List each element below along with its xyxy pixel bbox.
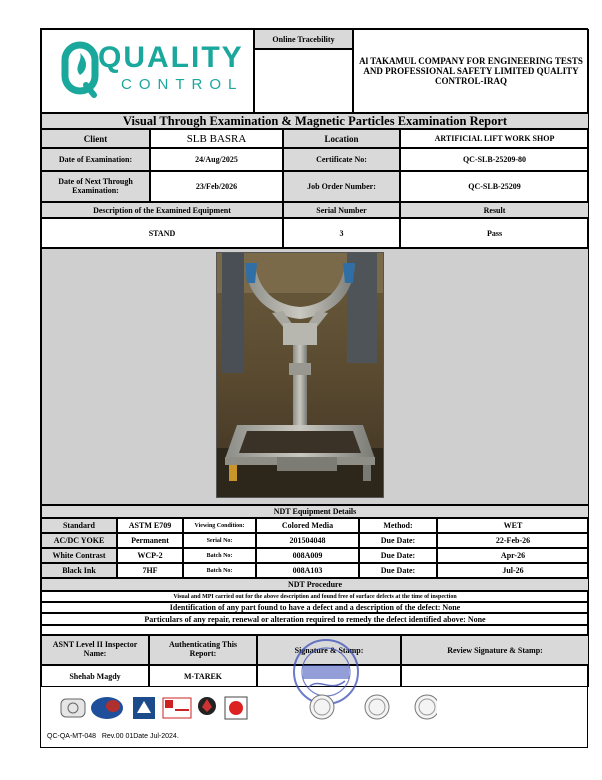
- spacer-row: [41, 625, 589, 635]
- ndt-r2-e: Due Date:: [359, 533, 437, 548]
- ndt-r3-f: Apr-26: [437, 548, 589, 563]
- certificate-label: Certificate No:: [283, 148, 400, 171]
- leea-logo-icon: [133, 697, 155, 719]
- ndt-r4-c: Batch No:: [183, 563, 256, 578]
- ndt-r1-a: Standard: [41, 518, 117, 533]
- date-exam-value: 24/Aug/2025: [150, 148, 283, 171]
- inspector-name: Shehab Magdy: [41, 665, 149, 687]
- ndt-title: NDT Equipment Details: [41, 505, 589, 518]
- ndt-r4-b: 7HF: [117, 563, 183, 578]
- iso-9001-icon: [310, 695, 334, 719]
- accreditation-logos: [57, 693, 437, 725]
- drops-logo-icon: [198, 697, 216, 715]
- authenticating-label: Authenticating This Report:: [149, 635, 257, 665]
- serial-header: Serial Number: [283, 202, 400, 218]
- ndt-r2-a: AC/DC YOKE: [41, 533, 117, 548]
- ndt-r2-b: Permanent: [117, 533, 183, 548]
- equipment-desc-header: Description of the Examined Equipment: [41, 202, 283, 218]
- api-badge-icon: [61, 699, 85, 717]
- location-value: ARTIFICIAL LIFT WORK SHOP: [400, 129, 589, 148]
- client-label: Client: [41, 129, 150, 148]
- location-label: Location: [283, 129, 400, 148]
- ndt-r1-f: WET: [437, 518, 589, 533]
- next-exam-label: Date of Next Through Examination:: [41, 171, 150, 202]
- client-value: SLB BASRA: [150, 129, 283, 148]
- signature-label: Signature & Stamp:: [257, 635, 401, 665]
- equipment-photo: [216, 252, 384, 498]
- ndt-r2-d: 201504048: [256, 533, 359, 548]
- ndt-r3-e: Due Date:: [359, 548, 437, 563]
- ndt-r4-a: Black Ink: [41, 563, 117, 578]
- ndt-r4-f: Jul-26: [437, 563, 589, 578]
- procedure-line-2: Identification of any part found to have a defect and a description of the defect: None: [41, 602, 589, 613]
- iso-14001-icon: [415, 695, 437, 719]
- ndt-r1-d: Colored Media: [256, 518, 359, 533]
- ndt-r4-e: Due Date:: [359, 563, 437, 578]
- date-exam-label: Date of Examination:: [41, 148, 150, 171]
- ndt-r1-b: ASTM E709: [117, 518, 183, 533]
- logo-word-control: CONTROL: [121, 76, 244, 93]
- accreditation-strip: [57, 693, 437, 725]
- ndt-r1-c: Viewing Condition:: [183, 518, 256, 533]
- job-order-label: Job Order Number:: [283, 171, 400, 202]
- company-line-2: AND PROFESSIONAL SAFETY LIMITED QUALITY CONTROL-IRAQ: [363, 66, 579, 86]
- ndt-r2-f: 22-Feb-26: [437, 533, 589, 548]
- certificate-page: [40, 28, 588, 748]
- equipment-desc-value: STAND: [41, 218, 283, 248]
- authenticator-name: M-TAREK: [149, 665, 257, 687]
- procedure-line-1: Visual and MPI carried out for the above description and found free of surface defects at the time of inspection: [41, 591, 589, 602]
- asnt-logo-icon: [91, 697, 123, 719]
- procedure-line-3: Particulars of any repair, renewal or alteration required to remedy the defect identified above: None: [41, 613, 589, 625]
- iso-45001-icon: [365, 695, 389, 719]
- ndt-r2-c: Serial No:: [183, 533, 256, 548]
- next-exam-value: 23/Feb/2026: [150, 171, 283, 202]
- online-traceability-label: Online Tracebility: [254, 29, 353, 49]
- company-line-1: Al TAKAMUL COMPANY FOR ENGINEERING TESTS: [359, 56, 583, 66]
- ndt-r4-d: 008A103: [256, 563, 359, 578]
- review-cell: [401, 665, 589, 687]
- job-order-value: QC-SLB-25209: [400, 171, 589, 202]
- qr-code-cell[interactable]: [254, 49, 353, 113]
- stand-photo-image: [217, 253, 383, 497]
- ndt-r3-a: White Contrast: [41, 548, 117, 563]
- ndt-r1-e: Method:: [359, 518, 437, 533]
- imca-logo-icon: [225, 697, 247, 719]
- report-title: Visual Through Examination & Magnetic Particles Examination Report: [41, 113, 589, 129]
- serial-value: 3: [283, 218, 400, 248]
- ndt-r3-b: WCP-2: [117, 548, 183, 563]
- review-label: Review Signature & Stamp:: [401, 635, 589, 665]
- inspector-label: ASNT Level II Inspector Name:: [41, 635, 149, 665]
- result-header: Result: [400, 202, 589, 218]
- logo-word-quality: QUALITY: [98, 41, 244, 74]
- result-value: Pass: [400, 218, 589, 248]
- ndt-r3-c: Batch No:: [183, 548, 256, 563]
- document-reference: QC-QA-MT-048 Rev.00 01Date Jul-2024.: [47, 733, 179, 740]
- company-name-cell: [353, 29, 589, 113]
- certificate-value: QC-SLB-25209-80: [400, 148, 589, 171]
- procedure-title: NDT Procedure: [41, 578, 589, 591]
- ndt-r3-d: 008A009: [256, 548, 359, 563]
- ias-logo-icon: [163, 698, 191, 718]
